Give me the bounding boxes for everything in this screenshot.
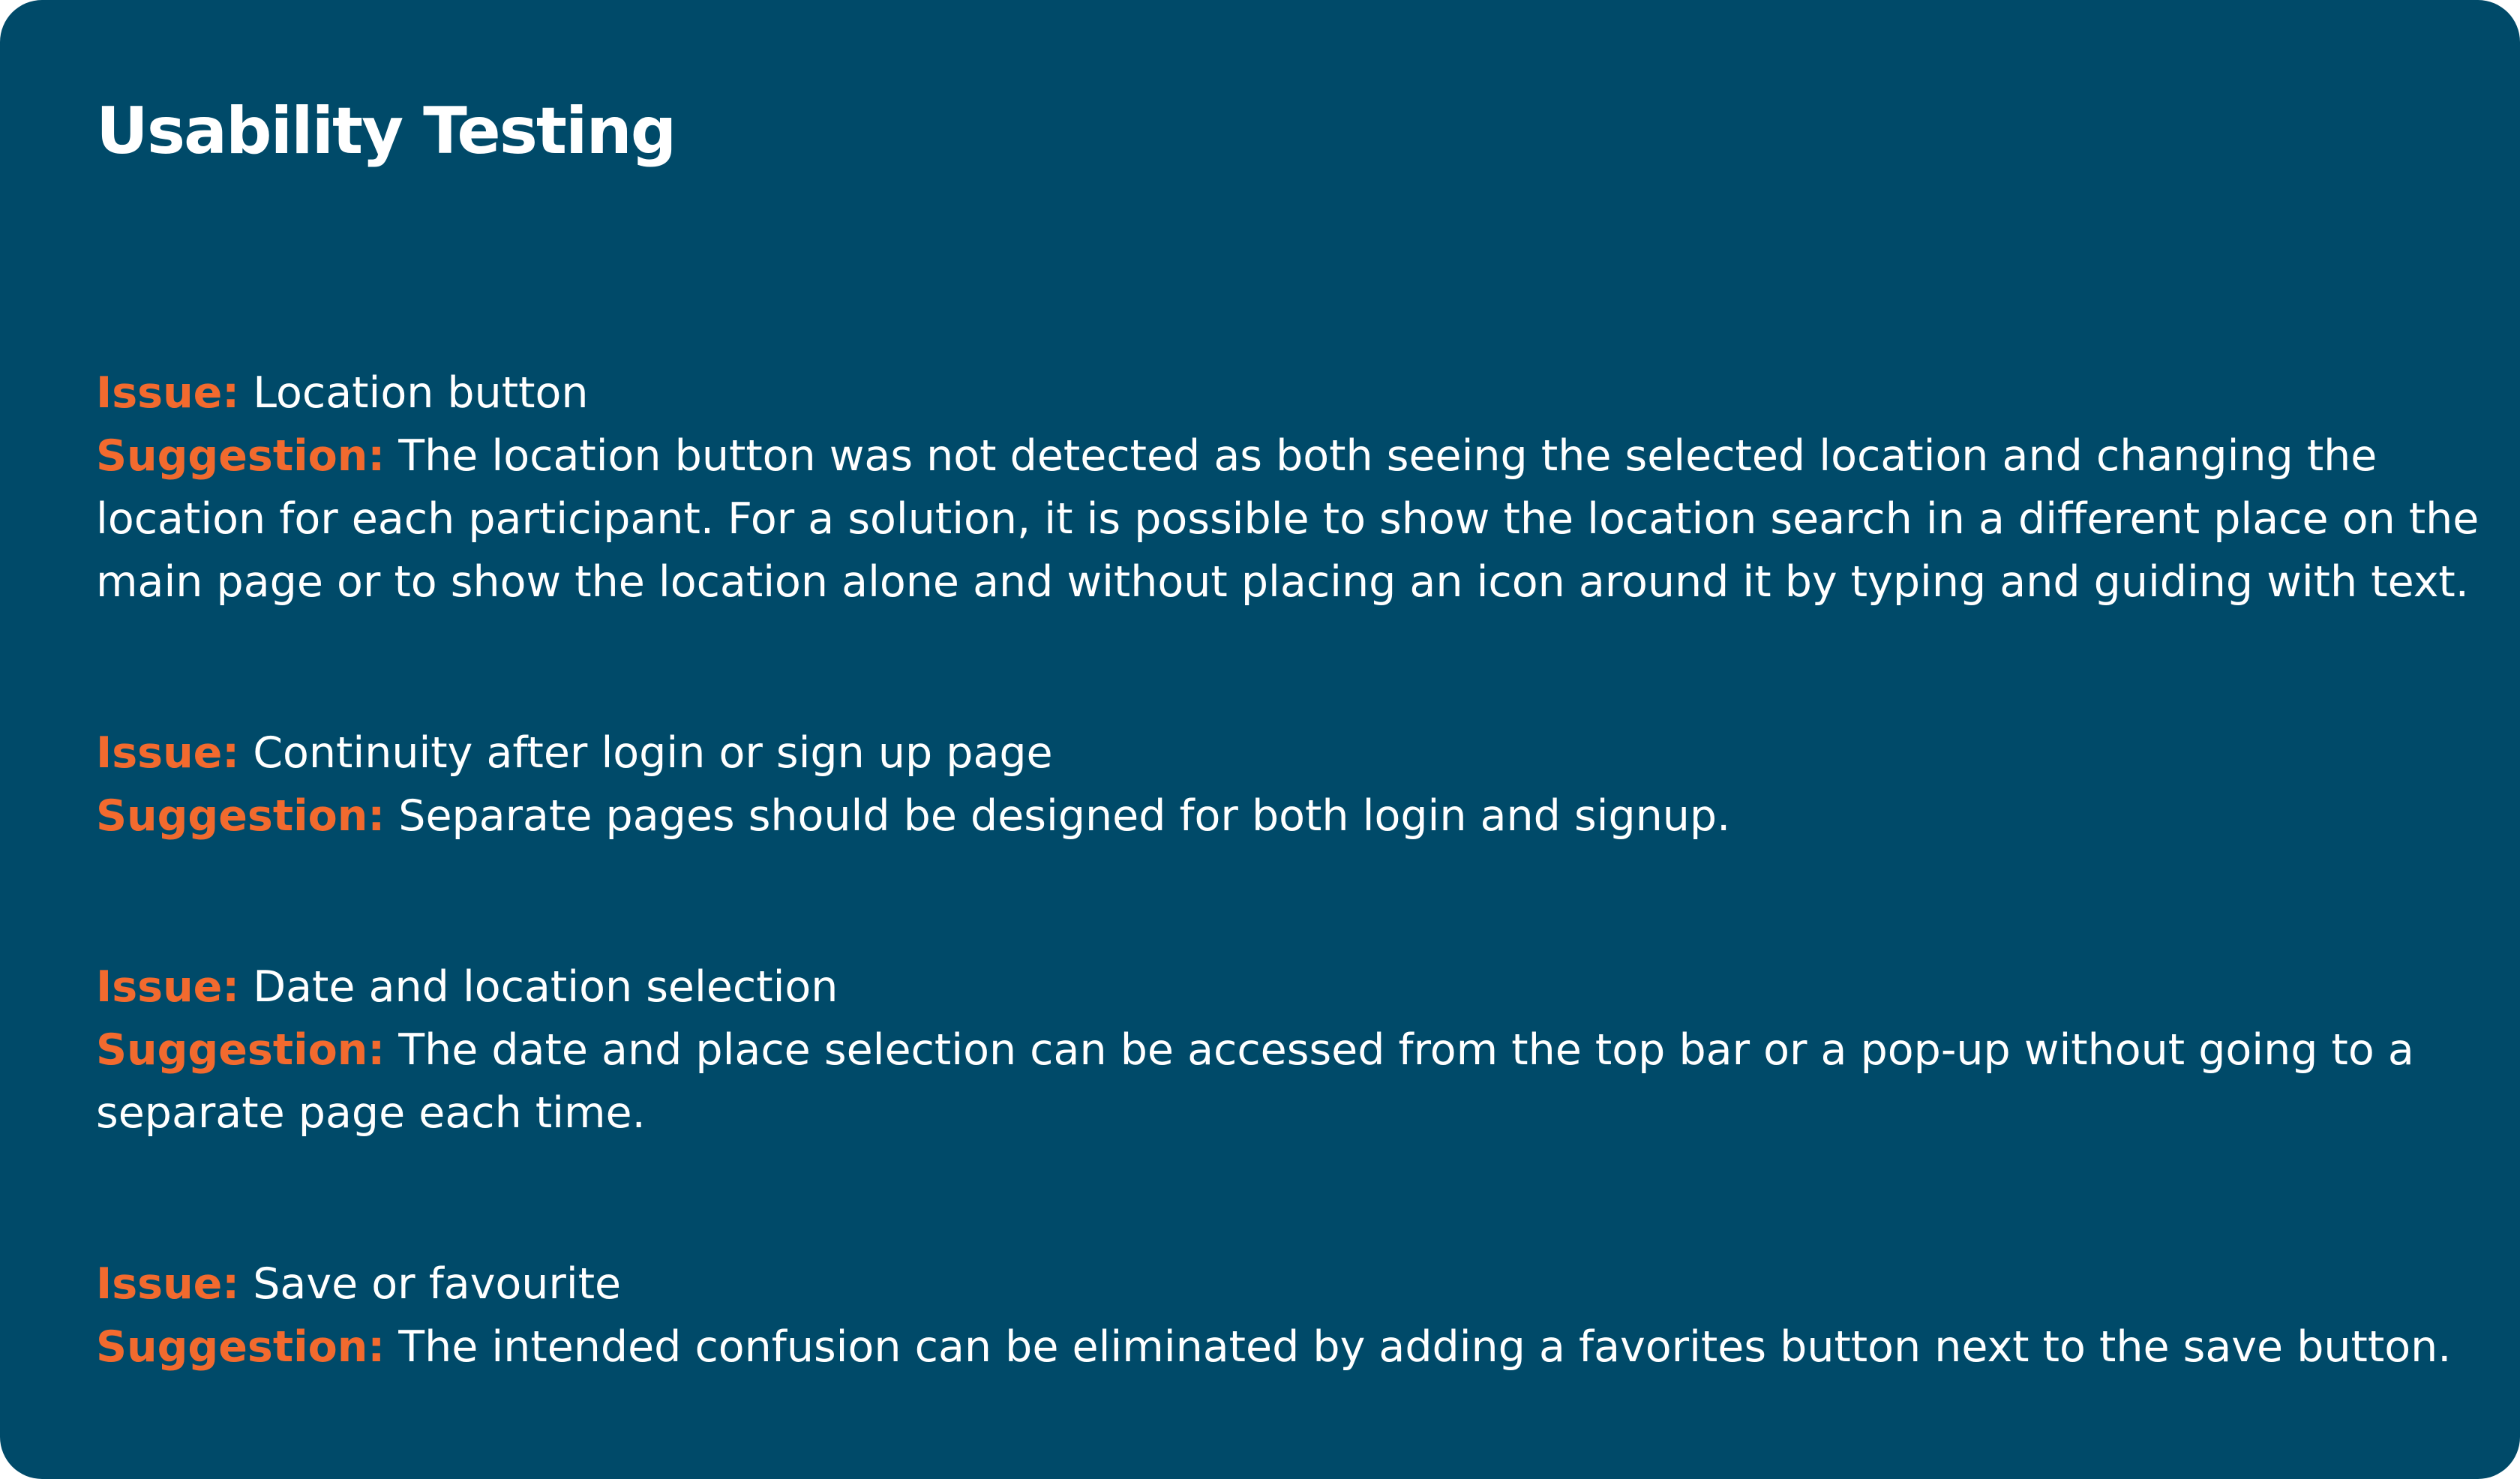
issue-line: [96, 1252, 2488, 1316]
issue-label: Issue:: [96, 368, 240, 418]
suggestion-line: [96, 1018, 2488, 1144]
page-title: Usability Testing: [96, 94, 676, 169]
finding-item-login-continuity: [96, 722, 2488, 848]
suggestion-text: The intended confusion can be eliminated by adding a favorites button next to the save button.: [398, 1322, 2452, 1372]
suggestion-label: Suggestion:: [96, 791, 386, 841]
findings-list: [96, 362, 2488, 1479]
suggestion-line: [96, 424, 2488, 614]
suggestion-line: [96, 1316, 2488, 1378]
issue-label: Issue:: [96, 962, 240, 1012]
issue-label: Issue:: [96, 1259, 240, 1309]
issue-text: Continuity after login or sign up page: [253, 728, 1053, 778]
issue-line: [96, 362, 2488, 424]
finding-item-save-favourite: [96, 1252, 2488, 1378]
suggestion-text: Separate pages should be designed for both login and signup.: [398, 791, 1731, 841]
suggestion-line: [96, 784, 2488, 848]
issue-line: [96, 722, 2488, 784]
suggestion-label: Suggestion:: [96, 431, 386, 481]
suggestion-text: The location button was not detected as both seeing the selected location and changing the location for each participant. For a solution, it is possible to show the location search in a different place on the main page or to show the location alone and without placing an icon around it by typing and guiding with text.: [96, 431, 2480, 607]
issue-line: [96, 956, 2488, 1018]
finding-item-location-button: [96, 362, 2488, 614]
suggestion-text: The date and place selection can be accessed from the top bar or a pop-up without going to a separate page each time.: [96, 1025, 2414, 1138]
issue-text: Location button: [253, 368, 589, 418]
suggestion-label: Suggestion:: [96, 1322, 386, 1372]
issue-text: Date and location selection: [253, 962, 838, 1012]
suggestion-label: Suggestion:: [96, 1025, 386, 1075]
issue-label: Issue:: [96, 728, 240, 778]
issue-text: Save or favourite: [253, 1259, 622, 1309]
finding-item-date-location-selection: [96, 956, 2488, 1144]
